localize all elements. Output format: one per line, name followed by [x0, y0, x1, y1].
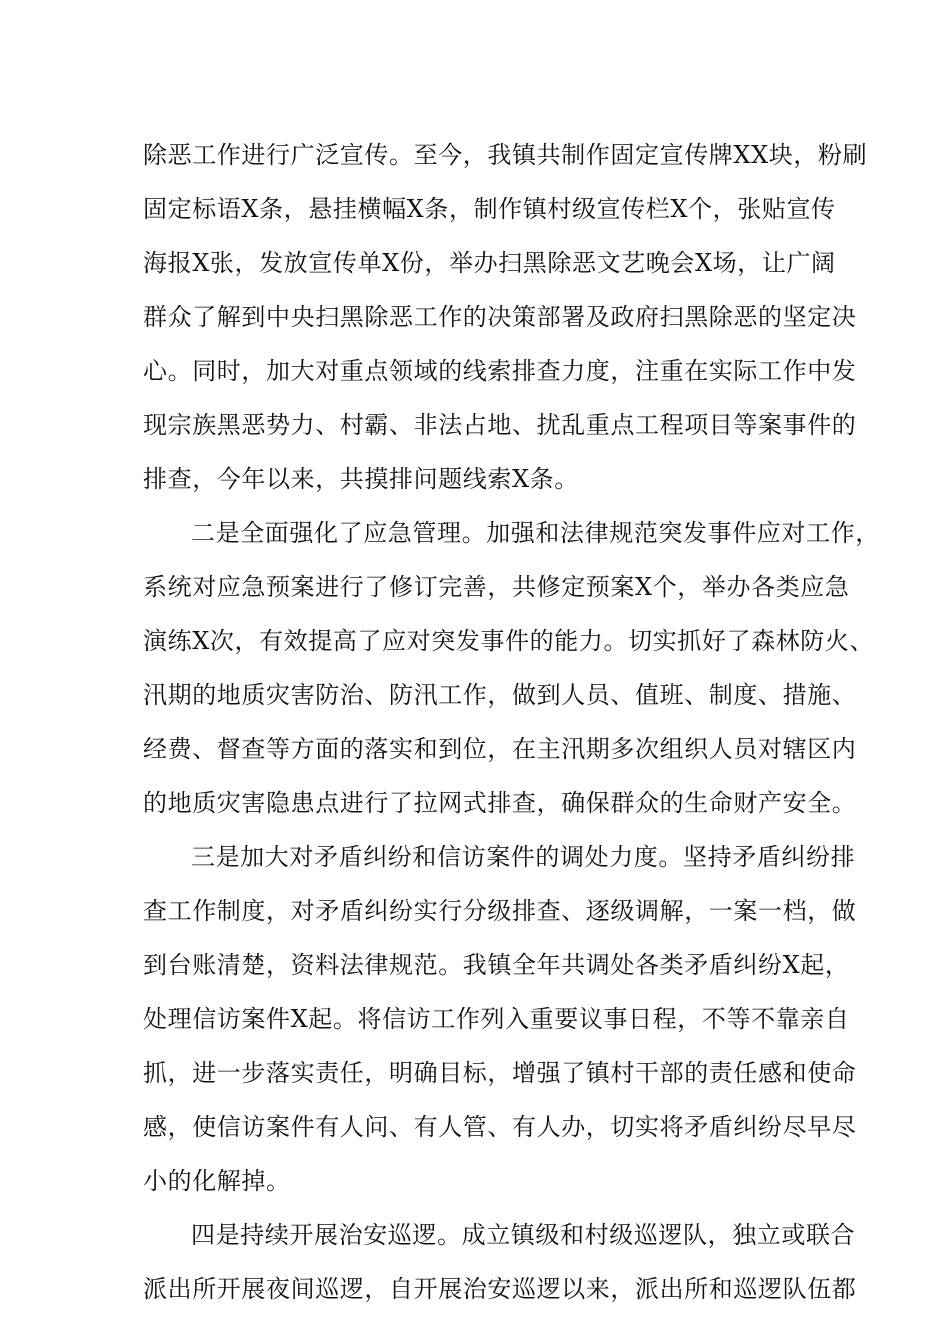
paragraph-1 [143, 128, 868, 506]
paragraph-line: 排查，今年以来，共摸排问题线索X条。 [143, 465, 579, 493]
paragraph-line: 处理信访案件X起。将信访工作列入重要议事日程，不等不靠亲自 [143, 1005, 850, 1033]
paragraph-2 [143, 506, 880, 830]
paragraph-line: 感，使信访案件有人问、有人管、有人办，切实将矛盾纠纷尽早尽 [143, 1113, 857, 1141]
paragraph-line: 汛期的地质灾害防治、防汛工作，做到人员、值班、制度、措施、 [143, 681, 857, 709]
paragraph-line: 心。同时，加大对重点领域的线索排查力度，注重在实际工作中发 [143, 357, 857, 385]
paragraph-line: 系统对应急预案进行了修订完善，共修定预案X个，举办各类应急 [143, 573, 850, 601]
paragraph-4 [143, 1208, 857, 1316]
paragraph-line: 小的化解掉。 [143, 1167, 291, 1195]
paragraph-line: 演练X次，有效提高了应对突发事件的能力。切实抓好了森林防火、 [143, 627, 875, 655]
paragraph-line: 除恶工作进行广泛宣传。至今，我镇共制作固定宣传牌XX块，粉刷 [143, 141, 868, 169]
paragraph-line: 海报X张，发放宣传单X份，举办扫黑除恶文艺晚会X场，让广阔 [143, 249, 836, 277]
paragraph-line: 派出所开展夜间巡逻，自开展治安巡逻以来，派出所和巡逻队伍都 [143, 1275, 857, 1303]
paragraph-line: 到台账清楚，资料法律规范。我镇全年共调处各类矛盾纠纷X起， [143, 951, 850, 979]
paragraph-line: 抓，进一步落实责任，明确目标，增强了镇村干部的责任感和使命 [143, 1059, 857, 1087]
paragraph-3 [143, 830, 857, 1208]
paragraph-line: 群众了解到中央扫黑除恶工作的决策部署及政府扫黑除恶的坚定决 [143, 303, 857, 331]
paragraph-first-line: 四是持续开展治安巡逻。成立镇级和村级巡逻队，独立或联合 [191, 1221, 856, 1249]
paragraph-first-line: 二是全面强化了应急管理。加强和法律规范突发事件应对工作， [191, 519, 880, 547]
paragraph-line: 现宗族黑恶势力、村霸、非法占地、扰乱重点工程项目等案事件的 [143, 411, 857, 439]
paragraph-line: 查工作制度，对矛盾纠纷实行分级排查、逐级调解，一案一档，做 [143, 897, 857, 925]
document-body [143, 128, 880, 1316]
paragraph-line: 的地质灾害隐患点进行了拉网式排查，确保群众的生命财产安全。 [143, 789, 857, 817]
paragraph-line: 经费、督查等方面的落实和到位，在主汛期多次组织人员对辖区内 [143, 735, 857, 763]
paragraph-first-line: 三是加大对矛盾纠纷和信访案件的调处力度。坚持矛盾纠纷排 [191, 843, 856, 871]
paragraph-line: 固定标语X条，悬挂横幅X条，制作镇村级宣传栏X个，张贴宣传 [143, 195, 836, 223]
